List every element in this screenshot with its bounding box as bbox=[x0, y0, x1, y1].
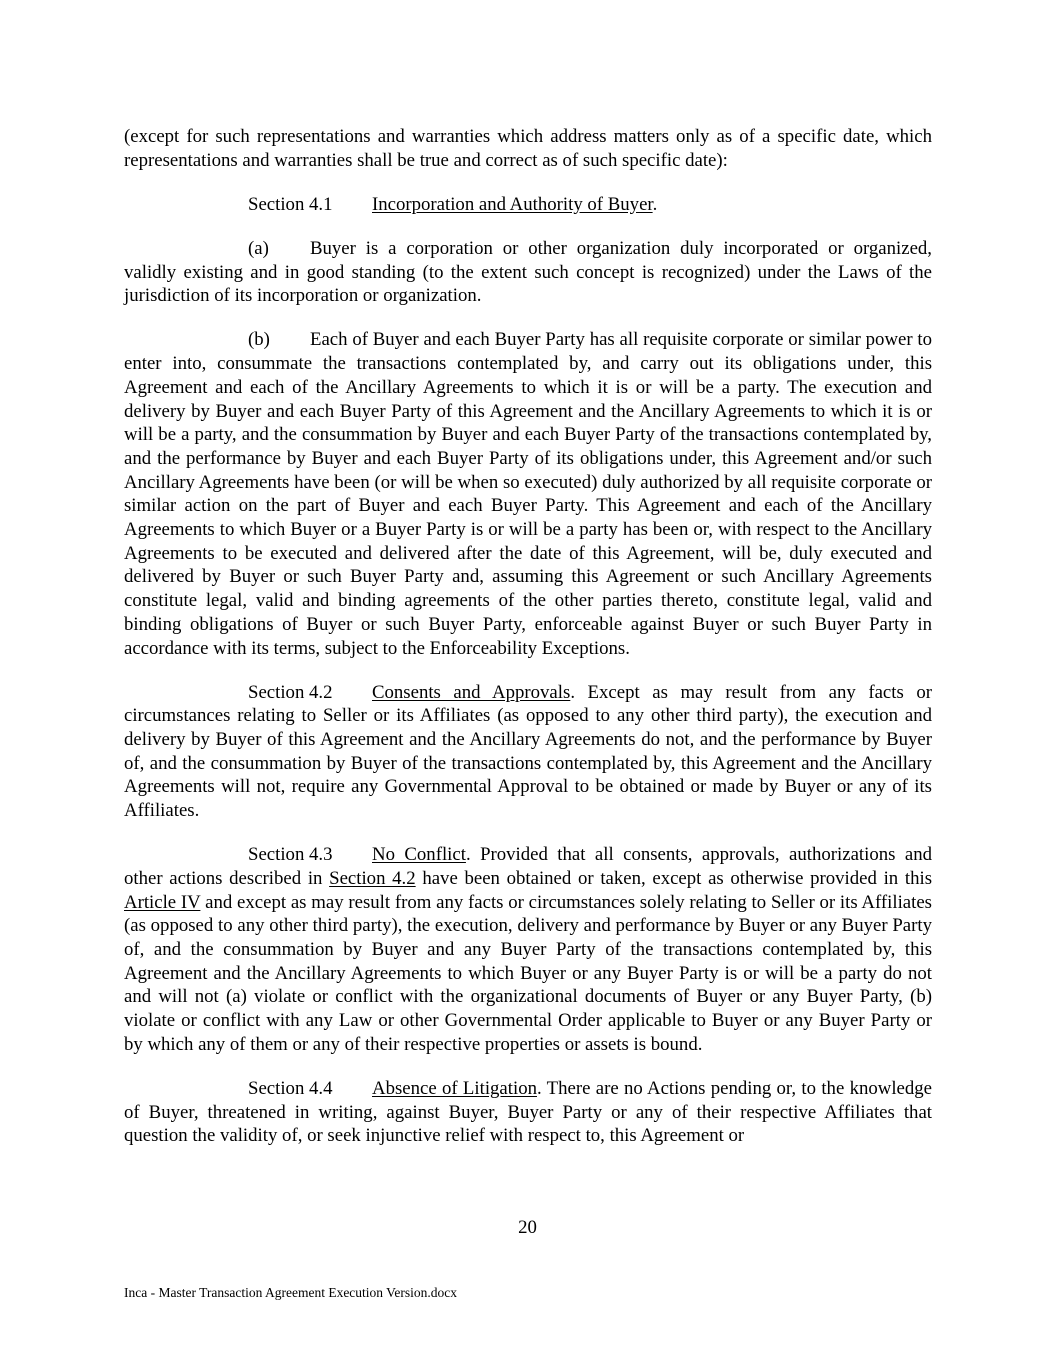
section-4-2-text: . Except as may result from any facts or circumstances relating to Seller or its Affiliates (as opposed to any other third party), the execution and delivery by Buyer of this Agreement and the Ancillary Agreements do not, and the performance by Buyer of, and the consummation by Buyer of the transactions contemplated by, this Agreement and the Ancillary Agreements will not, require any Governmental Approval to be obtained or made by Buyer or any of its Affiliates. bbox=[124, 681, 932, 822]
article-iv-cross-reference: Article IV bbox=[124, 891, 201, 913]
section-4-3-title: No Conflict bbox=[372, 844, 466, 866]
section-4-1-a bbox=[124, 237, 932, 308]
intro-paragraph: (except for such representations and warranties which address matters only as of a specific date, which representations and warranties shall be true and correct as of such specific date): bbox=[124, 126, 932, 171]
section-4-3-text-1: . Provided that all consents, approvals, authorizations and other actions described in bbox=[124, 844, 932, 889]
section-4-1-a-text: Buyer is a corporation or other organization duly incorporated or organized, validly existing and in good standing (to the extent such concept is recognized) under the Laws of the jurisdiction of its incorporation or organization. bbox=[124, 237, 932, 307]
section-4-2-title: Consents and Approvals bbox=[372, 681, 571, 703]
section-4-3-text-3: and except as may result from any facts or circumstances solely relating to Seller or its Affiliates (as opposed to any other third party), the execution, delivery and performance by Buyer or any Buyer Party of, and the consummation by Buyer and any Buyer Party of the transactions contemplated by, this Agreement and the Ancillary Agreements to which Buyer or any Buyer Party is or will be a party do not and will not (a) violate or conflict with the organizational documents of Buyer or any Buyer Party, (b) violate or conflict with any Law or other Governmental Order applicable to Buyer or any Buyer Party or by which any of them or any of their respective properties or assets is bound. bbox=[124, 891, 932, 1055]
section-4-4-title: Absence of Litigation bbox=[372, 1077, 537, 1099]
section-4-1-label: Section 4.1 bbox=[248, 193, 333, 215]
section-4-3-text-2: have been obtained or taken, except as otherwise provided in this bbox=[415, 867, 932, 889]
section-4-2 bbox=[124, 681, 932, 823]
section-4-1-title-period: . bbox=[652, 193, 658, 215]
section-4-1-a-label: (a) bbox=[248, 237, 269, 259]
section-4-4-label: Section 4.4 bbox=[248, 1077, 333, 1099]
document-body bbox=[124, 125, 932, 1168]
section-4-2-cross-reference: Section 4.2 bbox=[329, 867, 416, 889]
section-4-1-b bbox=[124, 328, 932, 660]
section-4-4 bbox=[124, 1077, 932, 1148]
section-4-3 bbox=[124, 843, 932, 1056]
section-4-1-heading bbox=[124, 193, 932, 217]
section-4-1-b-text: Each of Buyer and each Buyer Party has all requisite corporate or similar power to enter into, consummate the transactions contemplated by, and carry out its obligations under, this Agreement and each of the Ancillary Agreements to which it is or will be a party. The execution and delivery by Buyer and each Buyer Party of this Agreement and the Ancillary Agreements to which it is or will be a party, and the consummation by Buyer and each Buyer Party of the transactions contemplated by, and the performance by Buyer and each Buyer Party of its obligations under, this Agreement and/or such Ancillary Agreements have been (or will be when so executed) duly authorized by all requisite corporate or similar action on the part of Buyer and each Buyer Party. This Agreement and each of the Ancillary Agreements to which Buyer or a Buyer Party is or will be a party has been or, with respect to the Ancillary Agreements to be executed and delivered after the date of this Agreement, will be, duly executed and delivered by Buyer or such Buyer Party and, assuming this Agreement or such Ancillary Agreements constitute legal, valid and binding agreements of the other parties thereto, constitute legal, valid and binding obligations of Buyer or such Buyer Party, enforceable against Buyer or such Buyer Party in accordance with its terms, subject to the Enforceability Exceptions. bbox=[124, 329, 932, 659]
section-4-4-text: . There are no Actions pending or, to the knowledge of Buyer, threatened in writing, against Buyer, Buyer Party or any of their respective Affiliates that question the validity of, or seek injunctive relief with respect to, this Agreement or bbox=[124, 1077, 932, 1147]
section-4-1-title: Incorporation and Authority of Buyer bbox=[372, 193, 653, 215]
section-4-2-label: Section 4.2 bbox=[248, 681, 333, 703]
section-4-1-b-label: (b) bbox=[248, 329, 270, 351]
page-number: 20 bbox=[518, 1217, 537, 1238]
document-footer: Inca - Master Transaction Agreement Execution Version.docx bbox=[124, 1285, 458, 1300]
section-4-3-label: Section 4.3 bbox=[248, 844, 333, 866]
